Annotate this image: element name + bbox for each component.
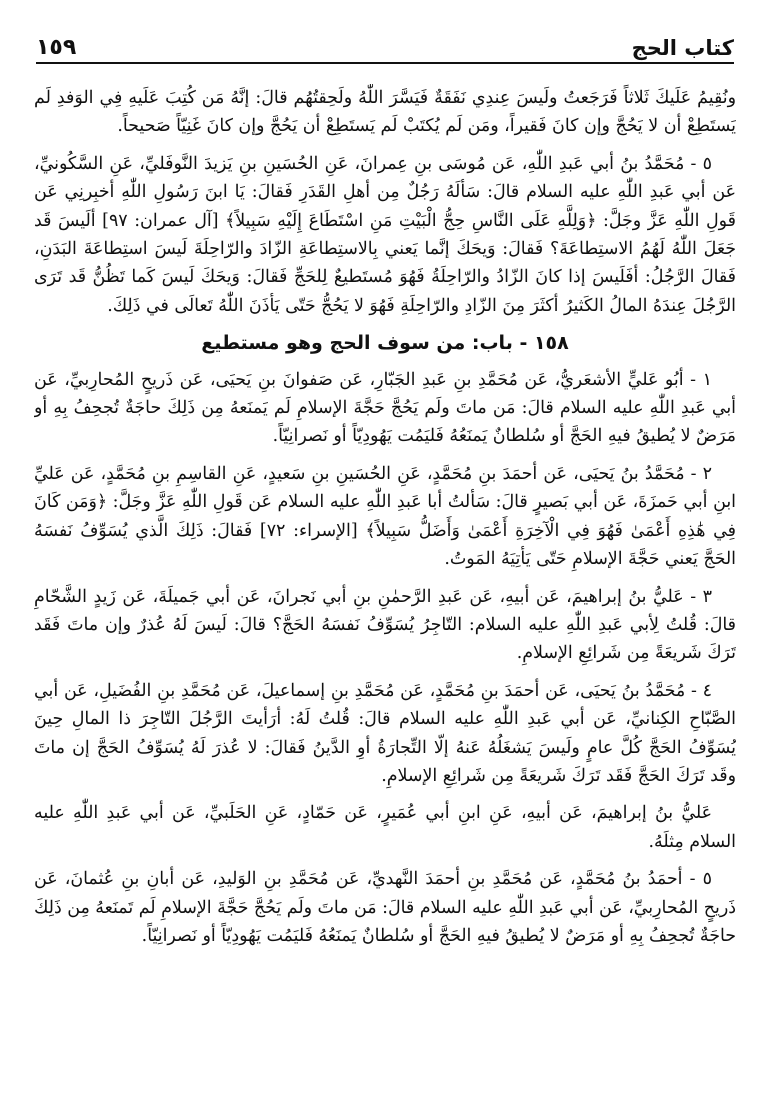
page-body: [34, 84, 736, 1094]
page-header: [36, 26, 734, 60]
paragraph-continued: ونُقِيمُ عَلَيكَ ثَلاثاً فَرَجَعتُ ولَيسَ عِندِي نَفَقَةٌ فَيَسَّرَ اللّٰهُ ولَحِقتُهُم قالَ: إنَّهُ مَن كُتِبَ عَلَيهِ فِي الوَفدِ لَم يَستَطِعْ أن لا يَحُجَّ وإن كانَ فَقيراً، ومَن لَم يُكتَبْ لَم يَستَطِعْ أن يَحُجَّ وإن كانَ غَنِيّاً صَحيحاً.: [34, 88, 736, 137]
header-rule: [36, 62, 734, 64]
hadith-5: ٥ - أحمَدُ بنُ مُحَمَّدٍ، عَن مُحَمَّدِ بنِ أحمَدَ النَّهديِّ، عَن مُحَمَّدِ بنِ الوَليدِ، عَن أبانِ بنِ عُثمانَ، عَن ذَريحٍ المُحارِبيِّ، عَن أبي عَبدِ اللّٰهِ عليه السلام قالَ: مَن ماتَ ولَم يَحُجَّ حَجَّةَ الإسلامِ لَم تَمنَعهُ مِن ذَلِكَ حاجَةٌ تُجحِفُ بِهِ أو مَرَضٌ لا يُطيقُ فيهِ الحَجَّ أو سُلطانٌ يَمنَعُهُ فَليَمُت يَهُودِيّاً أو نَصرانِيّاً.: [34, 869, 736, 946]
hadith-3: ٣ - عَليُّ بنُ إبراهيمَ، عَن أبيهِ، عَن عَبدِ الرَّحمٰنِ بنِ أبي نَجرانَ، عَن أبي جَميلَةَ، عَن زَيدٍ الشَّحّامِ قالَ: قُلتُ لِأبي عَبدِ اللّٰهِ عليه السلام: التّاجِرُ يُسَوِّفُ نَفسَهُ الحَجَّ؟ قالَ: لَيسَ لَهُ عُذرٌ وإن ماتَ فَقَد تَرَكَ شَريعَةً مِن شَرائِعِ الإسلامِ.: [34, 586, 736, 664]
hadith-4: ٤ - مُحَمَّدُ بنُ يَحيَى، عَن أحمَدَ بنِ مُحَمَّدٍ، عَن مُحَمَّدِ بنِ إسماعيلَ، عَن مُحَمَّدِ بنِ الفُضَيلِ، عَن أبي الصَّبّاحِ الكِنانيِّ، عَن أبي عَبدِ اللّٰهِ عليه السلام قالَ: قُلتُ لَهُ: أرَأيتَ الرَّجُلَ التّاجِرَ ذا المالِ حِينَ يُسَوِّفُ الحَجَّ كُلَّ عامٍ ولَيسَ يَشغَلُهُ عَنهُ إلّا التِّجارَةُ أوِ الدَّينُ فَقالَ: لا عُذرَ لَهُ يُسَوِّفُ الحَجَّ إن ماتَ وقَد تَرَكَ الحَجَّ فَقَد تَرَكَ شَريعَةً مِن شَرائِعِ الإسلامِ.: [34, 680, 736, 786]
hadith-1: ١ - أبُو عَليٍّ الأشعَريُّ، عَن مُحَمَّدِ بنِ عَبدِ الجَبّارِ، عَن صَفوانَ بنِ يَحيَى، عَن ذَريحٍ المُحارِبيِّ، عَن أبي عَبدِ اللّٰهِ عليه السلام قالَ: مَن ماتَ ولَم يَحُجَّ حَجَّةَ الإسلامِ لَم يَمنَعهُ مِن ذَلِكَ حاجَةٌ تُجحِفُ بِهِ أو مَرَضٌ لا يُطيقُ فيهِ الحَجَّ أو سُلطانٌ يَمنَعُهُ فَليَمُت يَهُودِيّاً أو نَصرانِيّاً.: [34, 369, 736, 447]
running-title: كتاب الحج: [631, 36, 734, 60]
hadith-2: ٢ - مُحَمَّدُ بنُ يَحيَى، عَن أحمَدَ بنِ مُحَمَّدٍ، عَنِ الحُسَينِ بنِ سَعيدٍ، عَنِ القاسِمِ بنِ مُحَمَّدٍ، عَن عَليِّ ابنِ أبي حَمزَةَ، عَن أبي بَصيرٍ قالَ: سَألتُ أبا عَبدِ اللّٰهِ عليه السلام عَن قَولِ اللّٰهِ عَزَّ وجَلَّ: ﴿وَمَن كَانَ فِي هَٰذِهِ أَعْمَىٰ فَهُوَ فِي الْآخِرَةِ أَعْمَىٰ وَأَضَلُّ سَبِيلاً﴾ [الإسراء: ٧٢] فَقالَ: ذَلِكَ الَّذي يُسَوِّفُ نَفسَهُ الحَجَّ يَعني حَجَّةَ الإسلامِ حَتّى يَأتِيَهُ المَوتُ.: [34, 463, 736, 570]
hadith-5-previous-chapter: ٥ - مُحَمَّدُ بنُ أبي عَبدِ اللّٰهِ، عَن مُوسَى بنِ عِمرانَ، عَنِ الحُسَينِ بنِ يَزيدَ النَّوفَليِّ، عَنِ السَّكُونيِّ، عَن أبي عَبدِ اللّٰهِ عليه السلام قالَ: سَألَهُ رَجُلٌ مِن أهلِ القَدَرِ فَقالَ: يَا ابنَ رَسُولِ اللّٰهِ أخبِرنِي عَن قَولِ اللّٰهِ عَزَّ وجَلَّ: ﴿وَلِلَّهِ عَلَى النَّاسِ حِجُّ الْبَيْتِ مَنِ اسْتَطَاعَ إِلَيْهِ سَبِيلاً﴾ [آل عمران: ٩٧] ألَيسَ قَد جَعَلَ اللّٰهُ لَهُمُ الاستِطاعَةَ؟ فَقالَ: وَيحَكَ إنَّما يَعني بِالاستِطاعَةِ الزّادَ والرّاحِلَةَ لَيسَ استِطاعَةَ البَدَنِ، فَقالَ الرَّجُلُ: أفَلَيسَ إذا كانَ الزّادُ والرّاحِلَةُ فَهُوَ مُستَطيعٌ لِلحَجِّ فَقالَ: وَيحَكَ لَيسَ كَما تَظُنُّ قَد تَرَى الرَّجُلَ عِندَهُ المالُ الكَثيرُ أكثَرَ مِنَ الزّادِ والرّاحِلَةِ فَهُوَ لا يَحُجُّ حَتّى يَأذَنَ اللّٰهُ تَعالَى في ذَلِكَ.: [34, 153, 736, 316]
hadith-4-alternate-chain: عَليُّ بنُ إبراهيمَ، عَن أبيهِ، عَنِ ابنِ أبي عُمَيرٍ، عَن حَمّادٍ، عَنِ الحَلَبيِّ، عَن أبي عَبدِ اللّٰهِ عليه السلام مِثلَهُ.: [34, 803, 736, 852]
chapter-heading: ١٥٨ - باب: من سوف الحج وهو مستطيع: [201, 332, 569, 355]
page-number: ١٥٩: [36, 35, 77, 60]
